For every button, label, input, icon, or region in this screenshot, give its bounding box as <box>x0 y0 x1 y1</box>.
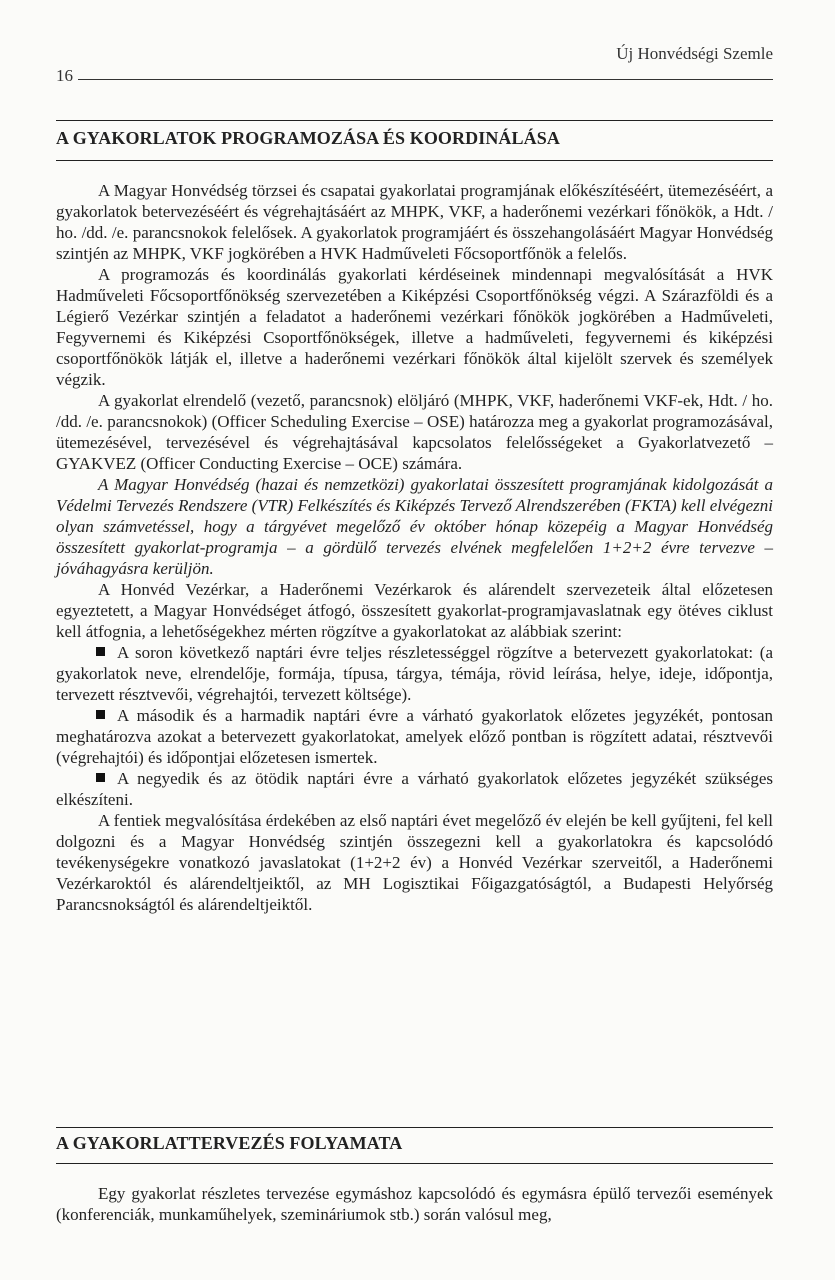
square-bullet-icon <box>96 647 105 656</box>
section-1-bottom-rule <box>56 160 773 161</box>
section-2-body <box>56 1183 773 1225</box>
bullet-item <box>56 705 773 768</box>
header-divider <box>78 79 773 80</box>
paragraph: A Magyar Honvédség törzsei és csapatai gyakorlatai programjának előkészítéséért, ütemezéséért, a gyakorlatok betervezéséért és végrehajtásáért az MHPK, VKF, a haderőnemi vezérkari főnökök, a Hdt. / ho. /dd. /e. parancsnokok felelősek. A gyakorlatok programjáért és összehangolásáért Magyar Honvédség szintjén az MHPK, VKF jogkörében a HVK Hadműveleti Főcsoportfőnök a felelős. <box>56 181 773 263</box>
square-bullet-icon <box>96 710 105 719</box>
section-2-top-rule <box>56 1127 773 1128</box>
italic-paragraph: A Magyar Honvédség (hazai és nemzetközi) gyakorlatai összesített programjának kidolgozását a Védelmi Tervezés Rendszere (VTR) Felkészítés és Kiképzés Tervező Alrendszerében (FKTA) kell elvégezni olyan számvetéssel, hogy a tárgyévet megelőző év október hónap közepéig a Magyar Honvédség összesített gyakorlat-programja – a gördülő tervezés elvének megfelelően 1+2+2 évre tervezve – jóváhagyásra kerüljön. <box>56 475 773 578</box>
section-2-title: A GYAKORLATTERVEZÉS FOLYAMATA <box>56 1133 403 1153</box>
section-1-top-rule <box>56 120 773 121</box>
paragraph: A programozás és koordinálás gyakorlati kérdéseinek mindennapi megvalósítását a HVK Hadműveleti Főcsoportfőnökség szervezetében a Kiképzési Csoportfőnökség végzi. A Szárazföldi és a Légierő Vezérkar szintjén a feladatot a haderőnemi vezérkari főnökök jogkörében a Hadműveleti, Fegyvernemi és Kiképzési Csoportfőnökségek, illetve a hadműveleti, fegyvernemi és kiképzési csoportfőnökök látják el, illetve a haderőnemi vezérkari főnökök által kijelölt szervek és személyek végzik. <box>56 265 773 389</box>
paragraph: A Honvéd Vezérkar, a Haderőnemi Vezérkarok és alárendelt szervezeteik által előzetesen egyeztetett, a Magyar Honvédséget átfogó, összesített gyakorlat-programjavaslatnak egy ötéves ciklust kell átfognia, a lehetőségekhez mérten rögzítve a gyakorlatokat az alábbiak szerint: <box>56 580 773 641</box>
bullet-text: A negyedik és az ötödik naptári évre a várható gyakorlatok előzetes jegyzékét szükséges elkészíteni. <box>56 769 773 809</box>
bullet-text: A második és a harmadik naptári évre a várható gyakorlatok előzetes jegyzékét, pontosan meghatározva azokat a betervezett gyakorlatokat, amelyek előző pontban is rögzített adatai, résztvevői (végrehajtói) és időpontjai előzetesen ismertek. <box>56 706 773 767</box>
page-number: 16 <box>56 66 73 85</box>
bullet-item <box>56 642 773 705</box>
square-bullet-icon <box>96 773 105 782</box>
paragraph: A gyakorlat elrendelő (vezető, parancsnok) elöljáró (MHPK, VKF, haderőnemi VKF-ek, Hdt. / ho. /dd. /e. parancsnokok) (Officer Scheduling Exercise – OSE) határozza meg a gyakorlat programozásával, ütemezésével, tervezésével és végrehajtásával kapcsolatos felelősségeket a Gyakorlatvezető – GYAKVEZ (Officer Conducting Exercise – OCE) számára. <box>56 391 773 473</box>
paragraph: A fentiek megvalósítása érdekében az első naptári évet megelőző év elején be kell gyűjteni, fel kell dolgozni és a Magyar Honvédség szintjén összegezni kell a gyakorlatokra és kapcsolódó tevékenységekre vonatkozó javaslatokat (1+2+2 év) a Honvéd Vezérkar szerveitől, a Haderőnemi Vezérkaroktól és alárendeltjeiktől, az MH Logisztikai Főigazgatóságtól, a Budapesti Helyőrség Parancsnokságtól és alárendeltjeiktől. <box>56 811 773 914</box>
bullet-item <box>56 768 773 810</box>
bullet-text: A soron következő naptári évre teljes részletességgel rögzítve a betervezett gyakorlatokat: (a gyakorlatok neve, elrendelője, formája, típusa, tárgya, témája, rövid leírása, helye, ideje, időpontja, tervezett résztvevői, végrehajtói, tervezett költsége). <box>56 643 773 704</box>
running-header-journal-title: Új Honvédségi Szemle <box>616 44 773 63</box>
section-1-title: A GYAKORLATOK PROGRAMOZÁSA ÉS KOORDINÁLÁSA <box>56 128 560 148</box>
section-1-body <box>56 180 773 915</box>
section-2-bottom-rule <box>56 1163 773 1164</box>
paragraph: Egy gyakorlat részletes tervezése egymáshoz kapcsolódó és egymásra épülő tervezői események (konferenciák, munkaműhelyek, szemináriumok stb.) során valósul meg, <box>56 1184 773 1224</box>
